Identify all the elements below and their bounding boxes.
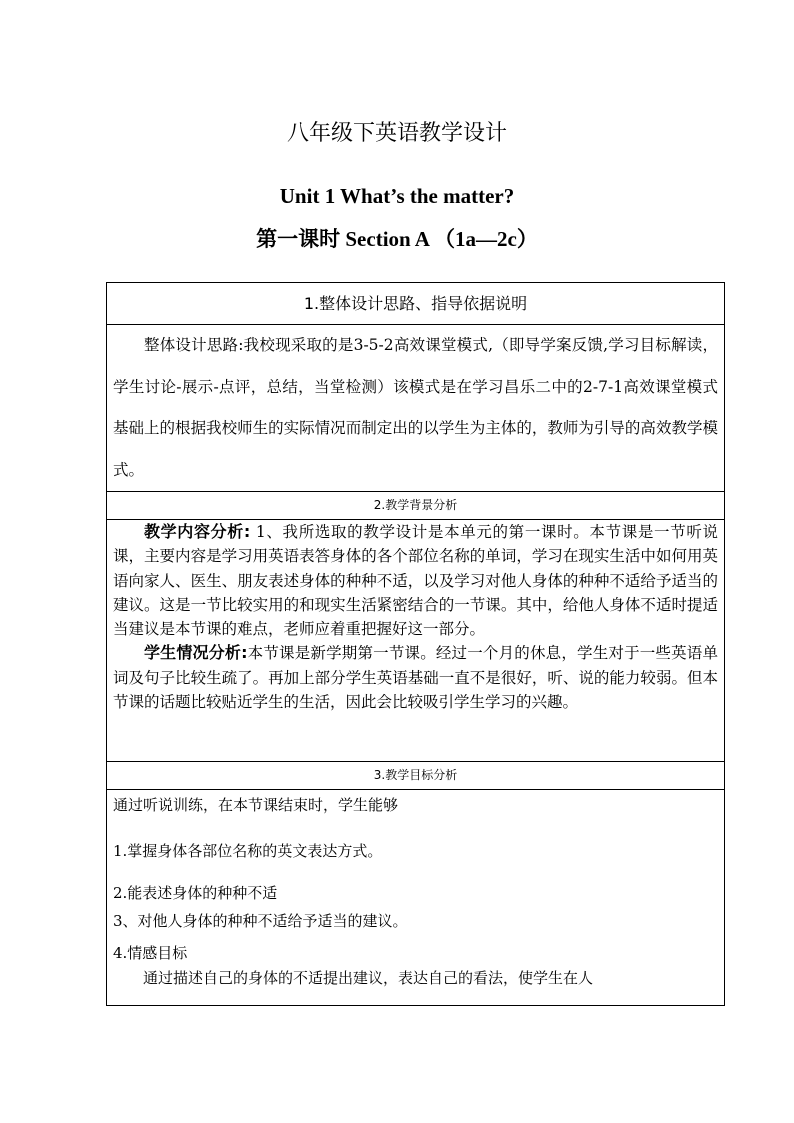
objective-3: 3、对他人身体的种种不适给予适当的建议。 — [113, 912, 408, 930]
content-analysis-label: 教学内容分析: — [144, 522, 251, 541]
objective-4: 4.情感目标 — [113, 944, 188, 962]
section-2-heading: 2.教学背景分析 — [107, 492, 725, 520]
unit-title: Unit 1 What’s the matter? — [279, 184, 515, 208]
objective-1: 1.掌握身体各部位名称的英文表达方式。 — [113, 842, 383, 860]
section-1-heading: 1.整体设计思路、指导依据说明 — [107, 283, 725, 325]
lesson-plan-table — [106, 282, 725, 1006]
objectives-intro: 通过听说训练，在本节课结束时，学生能够 — [113, 796, 399, 814]
student-analysis-text: 本节课是新学期第一节课。经过一个月的休息，学生对于一些英语单词及句子比较生疏了。再加上部分学生英语基础一直不是很好，听、说的能力较弱。但本节课的话题比较贴近学生的生活，因此会比较吸引学生学习的兴趣。 — [113, 644, 718, 712]
section-2-body — [107, 520, 725, 762]
student-analysis-paragraph — [107, 641, 724, 714]
design-rationale-paragraph: 整体设计思路:我校现采取的是3-5-2高效课堂模式,（即导学案反馈,学习目标解读，学生讨论-展示-点评，总结，当堂检测）该模式是在学习昌乐二中的2-7-1高效课堂模式基础上的根据我校师生的实际情况而制定出的以学生为主体的，教师为引导的高效教学模式。 — [113, 336, 718, 479]
content-analysis-text: 1、我所选取的教学设计是本单元的第一课时。本节课是一节听说课，主要内容是学习用英语表答身体的各个部位名称的单词，学习在现实生活中如何用英语向家人、医生、朋友表述身体的种种不适，以及学习对他人身体的种种不适给予适当的建议。这是一节比较实用的和现实生活紧密结合的一节课。其中，给他人身体不适时提适当建议是本节课的难点，老师应着重把握好这一部分。 — [113, 523, 718, 639]
section-1-body — [107, 325, 725, 492]
section-3-heading: 3.教学目标分析 — [107, 762, 725, 790]
content-analysis-paragraph — [107, 520, 724, 641]
objective-4-text: 通过描述自己的身体的不适提出建议，表达自己的看法，使学生在人 — [143, 969, 594, 987]
lesson-title: 第一课时 Section A （1a—2c） — [256, 227, 538, 251]
document-title: 八年级下英语教学设计 — [286, 121, 507, 146]
section-3-body — [107, 790, 725, 1006]
student-analysis-label: 学生情况分析: — [144, 643, 248, 663]
objective-2: 2.能表述身体的种种不适 — [113, 884, 278, 902]
